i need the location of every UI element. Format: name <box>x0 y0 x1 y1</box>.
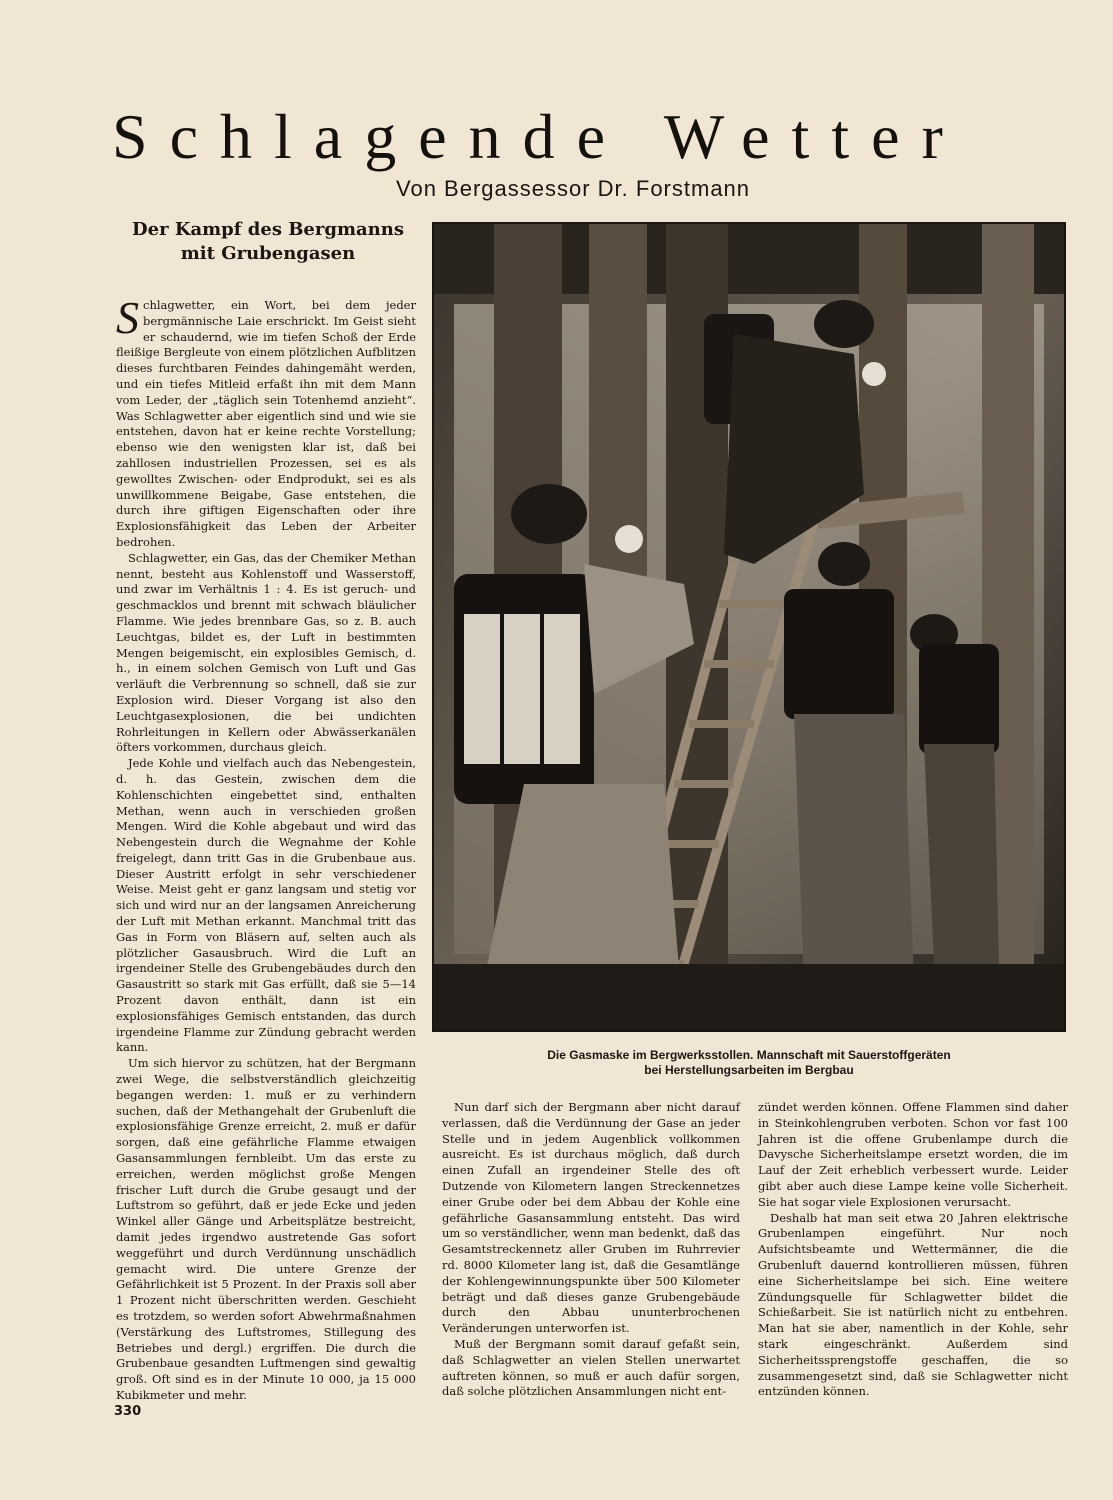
paragraph: Um sich hiervor zu schützen, hat der Bergmann zwei Wege, die selbstverständlich gleichzeitig begangen werden: 1. muß er zu verhindern suchen, daß der Methangehalt der Grubenluft die explosionsfähige Grenze erreicht, 2. muß er dafür sorgen, daß eine gefährliche Flamme etwaigen Gasansammlungen fernbleibt. Um das erste zu erreichen, werden möglichst große Mengen frischer Luft durch die Grube gesaugt und der Luftstrom so geführt, daß er jede Ecke und jeden Winkel aller Gänge und Arbeitsplätze bestreicht, damit jedes irgendwo austretende Gas sofort weggeführt und durch Verdünnung unschädlich gemacht wird. Die untere Grenze der Gefährlichkeit ist 5 Prozent. In der Praxis soll aber 1 Prozent nicht überschritten werden. Geschieht es trotzdem, so werden sofort Abwehrmaßnahmen (Verstärkung des Luftstromes, Stillegung des Betriebes und dergl.) ergriffen. Die durch die Grubenbaue gesandten Luftmengen sind gewaltig groß. Oft sind es in der Minute 10 000, ja 15 000 Kubikmeter und mehr. <box>116 1056 416 1402</box>
paragraph: Deshalb hat man seit etwa 20 Jahren elektrische Grubenlampen eingeführt. Nur noch Aufsichtsbeamte und Wettermänner, die die Grubenluft dauernd kontrollieren müssen, führen eine Sicherheitslampe bei sich. Eine weitere Zündungsquelle für Schlagwetter bildet die Schießarbeit. Sie ist natürlich nicht zu entbehren. Man hat sie aber, namentlich in der Kohle, sehr stark eingeschränkt. Außerdem sind Sicherheitssprengstoffe geschaffen, die so zusammengesetzt sind, daß sie Schlagwetter nicht entzünden können. <box>758 1210 1068 1399</box>
article-byline: Von Bergassessor Dr. Forstmann <box>396 176 751 201</box>
paragraph: Muß der Bergmann somit darauf gefaßt sein, daß Schlagwetter an vielen Stellen unerwartet auftreten können, so muß er auch dafür sorgen, daß solche plötzlichen Ansammlungen nicht ent- <box>442 1336 740 1399</box>
drop-cap: S <box>116 292 139 343</box>
caption-line: bei Herstellungsarbeiten im Bergbau <box>644 1063 854 1077</box>
paragraph: Schlagwetter, ein Gas, das der Chemiker Methan nennt, besteht aus Kohlenstoff und Wasserstoff, und zwar im Verhältnis 1 : 4. Es ist geruch- und geschmacklos und brennt mit schwach bläulicher Flamme. Wie jedes brennbare Gas, so z. B. auch Leuchtgas, bildet es, der Luft in bestimmten Mengen beigemischt, ein explosibles Gemisch, d. h., in einem solchen Gemisch von Luft und Gas verläuft die Verbrennung so schnell, daß sie zur Explosion wird. Dieser Vorgang ist also den Leuchtgasexplosionen, die bei undichten Rohrleitungen in Kellern oder Abwässerkanälen öfters vorkommen, durchaus gleich. <box>116 550 416 755</box>
subtitle-line: Der Kampf des Bergmanns <box>132 219 404 240</box>
article-subtitle <box>110 218 426 266</box>
paragraph <box>116 292 416 551</box>
paragraph: Jede Kohle und vielfach auch das Nebengestein, d. h. das Gestein, zwischen dem die Kohlenschichten eingebettet sind, enthalten Methan, wenn auch in verschieden großen Mengen. Wird die Kohle abgebaut und wird das Nebengestein durch die Wegnahme der Kohle freigelegt, dann tritt Gas in die Grubenbaue aus. Dieser Austritt erfolgt in sehr verschiedener Weise. Meist geht er ganz langsam und stetig vor sich und wird nur an der langsamen Anreicherung der Luft mit Methan erkannt. Manchmal tritt das Gas in Form von Bläsern auf, selten auch als plötzlicher Gasausbruch. Wird die Luft an irgendeiner Stelle des Grubengebäudes durch den Gasaustritt so stark mit Gas erfüllt, daß sie 5—14 Prozent davon enthält, dann ist ein explosionsfähiges Gemisch entstanden, das durch irgendeine Flamme zur Zündung gebracht werden kann. <box>116 756 416 1055</box>
text-column-right <box>758 1100 1068 1400</box>
text-column-middle <box>442 1100 740 1400</box>
paragraph-text: chlagwetter, ein Wort, bei dem jeder bergmännische Laie erschrickt. Im Geist sieht er schaudernd, wie im tiefen Schoß der Erde fleißige Bergleute von einem plötzlichen Aufblitzen dieses furchtbaren Feindes dahingemäht werden, und ein tiefes Mitleid erfaßt ihn mit dem Mann vom Leder, der „täglich sein Totenhemd anzieht“. Was Schlagwetter aber eigentlich sind und wie sie entstehen, davon hat er keine rechte Vorstellung; ebenso wie den wenigsten klar ist, daß bei zahllosen industriellen Prozessen, sei es als gewolltes Zwischen- oder Endprodukt, sei es als unwillkommene Beigabe, Gase entstehen, die durch ihre giftigen Eigenschaften oder ihre Explosionsfähigkeit das Leben der Arbeiter bedrohen. <box>116 298 416 549</box>
mine-photo-illustration <box>434 224 1064 1030</box>
mine-photo <box>432 222 1066 1032</box>
caption-line: Die Gasmaske im Bergwerksstollen. Mannschaft mit Sauerstoffgeräten <box>547 1048 951 1062</box>
photo-caption <box>432 1048 1066 1078</box>
article-title: Schlagende Wetter <box>112 101 965 172</box>
text-column-left <box>116 292 416 1404</box>
subtitle-line: mit Grubengasen <box>180 243 356 264</box>
paragraph: zündet werden können. Offene Flammen sind daher in Steinkohlengruben verboten. Schon vor fast 100 Jahren ist die offene Grubenlampe durch die Davysche Sicherheitslampe ersetzt worden, die im Lauf der Zeit erheblich verbessert wurde. Leider gibt aber auch diese Lampe keine volle Sicherheit. Sie hat sogar viele Explosionen verursacht. <box>758 1100 1068 1209</box>
page-number: 330 <box>114 1404 142 1419</box>
paragraph: Nun darf sich der Bergmann aber nicht darauf verlassen, daß die Verdünnung der Gase an jeder Stelle und in jedem Augenblick vollkommen ausreicht. Es ist durchaus möglich, daß durch einen Zufall an irgendeiner Stelle des oft Dutzende von Kilometern langen Streckennetzes einer Grube oder bei dem Abbau der Kohle eine gefährliche Gasansammlung entsteht. Das wird um so verständlicher, wenn man bedenkt, daß das Gesamtstreckennetz aller Gruben im Ruhrrevier rd. 8000 Kilometer lang ist, daß die Gesamtlänge der Kohlengewinnungspunkte über 500 Kilometer beträgt und daß dieses ganze Grubengebäude durch den Abbau ununterbrochenen Veränderungen unterworfen ist. <box>442 1100 740 1336</box>
